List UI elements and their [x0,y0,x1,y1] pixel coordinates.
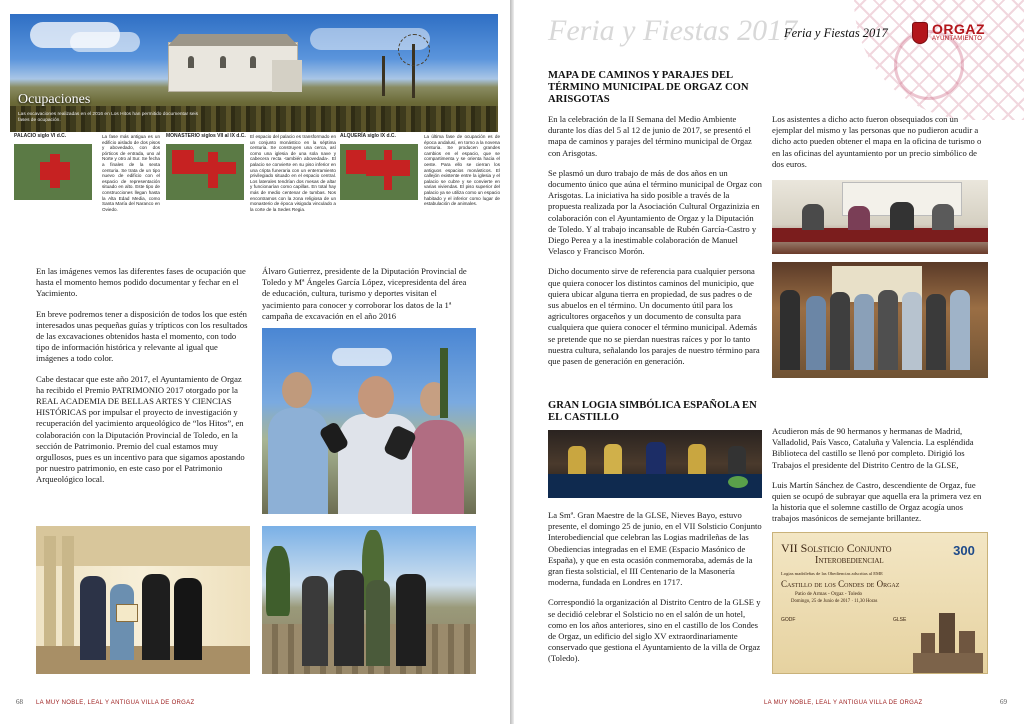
castle-illustration [913,613,983,673]
plan-text-palacio: La fase más antigua es un edificio aislado de dos pisos y abovedado, con dos pórticos de entrada, uno al Norte y otro al Sur. Se fecha a finales de la sexta centuria. Se trata de un tipo nuevo de edificio con el espacio de representación situado en alto. Este tipo de construcciones llegan hasta la Alta Edad Media, como Santa María del Naranco en Oviedo. [102,134,160,212]
paragraph: En las imágenes vemos las diferentes fases de ocupación que hasta el momento hemos podido documentar y fechar en el Yacimiento. [36,266,246,299]
logo-subtitle: AYUNTAMIENTO [932,36,983,42]
logo-name: ORGAZ [932,21,986,37]
logo [912,22,1008,46]
page-number: 69 [1000,698,1007,706]
section-logia-text [548,510,762,674]
header-photo-title: Ocupaciones [18,92,91,107]
poster-line-5: Patio de Armas - Orgaz - Toledo [795,591,863,597]
officials-interview-photo [262,328,476,514]
paragraph: Acudieron más de 90 hermanos y hermanas de Madrid, Valladolid, País Vasco, Cataluña y Valencia. La espléndida Biblioteca del castillo se llenó por completo. Dirigió los Trabajos el presidente del Distrito Centro de la GLSE, [772,426,974,470]
section-mapa-text [548,114,762,376]
plan-label-monasterio: MONASTERIO siglos VII al IX d.C. [166,133,246,139]
paragraph: Se plasmó un duro trabajo de más de dos años en un documento único que aúna el término municipal de Orgaz con Arisgotas. La iniciativa ha sido posible a través de la propuesta realizada por la Asociación Cultural Orgazinizia en colaboración con el Ayuntamiento de Orgaz y la Diputación de Toledo. Y al trabajo incansable de Rubén García-Castro y Diego Perea y a la inestimable colaboración de Manuel Velasco y Francisco Morón. [548,167,762,257]
poster-line-2: Interobediencial [815,555,884,566]
left-column-text [36,266,250,495]
paragraph: La Smª. Gran Maestre de la GLSE, Nieves Bayo, estuvo presente, el domingo 25 de junio, en el VII Solsticio Conjunto Interobediencial que celebran las Logias madrileñas de las Obediencias integradas en el EME (Espacio Masónico de España), y que en esta ocasión conmemoraba, además de la gran fiesta solsticial, el III Centenario de la Masonería moderna, fundada en Londres en 1717. [548,510,762,588]
paragraph: Cabe destacar que este año 2017, el Ayuntamiento de Orgaz ha recibido el Premio PATRIMONIO 2017 otorgado por la REAL ACADEMIA DE BELLAS ARTES Y CIENCIAS HISTÓRICAS por impulsar el proyecto de investigación y recuperación del yacimiento arqueológico de “los Hitos”, en colaboración con la Diputación Provincial de Toledo, en la sección de Patrimonio. Premio del cual estamos muy orgullosos, pues es un incentivo para que sigamos apostando por nuestro patrimonio, en este caso por el Patrimonio Arqueológico local. [36,373,245,485]
section-logia-side-text [772,426,988,534]
paragraph: Dicho documento sirve de referencia para cualquier persona que quiera conocer los distintos caminos del municipio, que quiera ubicar alguna tierra en propiedad, de sus padres o de sus abuelos en el término. Un documento útil para los agricultores orgaceños y un documento de consulta para cualquiera que quiera conocer el término municipal. Además se pretende que no se pierdan nuestras raíces y por lo tanto nuestra cultura, señalando los parajes de nuestro término para que pasen de generación en generación. [548,266,760,367]
paragraph: Correspondió la organización al Distrito Centro de la GLSE y se decidió celebrar el Solsticio no en el salón de un hotel, como en los años anteriores, sino en el castillo de los Condes de Orgaz, un edificio del siglo XV extraordinariamente conservado que gestiona el Ayuntamiento de la villa de Orgaz (Toledo). [548,597,761,664]
plan-image-monasterio [166,144,244,200]
crest-icon [912,22,928,44]
left-page [0,0,510,724]
plan-label-palacio: PALACIO siglo VI d.C. [14,133,67,139]
section-title-logia: GRAN LOGIA SIMBÓLICA ESPAÑOLA EN EL CASTILLO [548,400,757,423]
poster-line-3: Logias madrileñas de las Obediencias adscritas al EME [781,571,883,576]
header-photo-caption: Las excavaciones realizadas en el 2016 en Los Hitos han permitido documentar seis fases de ocupación. [18,112,198,123]
masonic-ceremony-photo [548,430,762,498]
plan-text-monasterio: El espacio del palacio es transformado en un conjunto monástico en la séptima centuria. Se construyen una cerca, así como una iglesia de una sola nave y cabecera recta -también abovedada-. El palacio se convierte en su piso inferior en una cripta funeraria con un enterramiento privilegiado situado en el espacio central. Los laterales tendrían dos mesas de altar y funcionarían como capillas. En total hay más de medio centenar de tumbas. Nos encontramos con la zona religiosa de un monasterio de época visigoda vinculado a la corte de la Sedes Regia. [250,134,336,212]
site-visit-photo [262,526,476,674]
header-title: Feria y Fiestas 2017 [784,26,888,40]
poster-org-1: GODF [781,617,796,623]
poster-badge: 300 [953,543,975,558]
poster-line-1: VII Solsticio Conjunto [781,541,892,555]
award-group-photo [36,526,250,674]
page-number: 68 [16,698,23,706]
paragraph: Luis Martín Sánchez de Castro, descendiente de Orgaz, fue quien se ocupó de subrayar que aquella era la primera vez en la historia que el solemne castillo de Orgaz acogía unos trabajos masónicos de semejante brillantez. [772,479,982,524]
map-presentation-photo [772,180,988,254]
right-page [514,0,1024,724]
paragraph: En breve podremos tener a disposición de todos los que estén interesados unas pequeñas guías y trípticos con los resultados de las excavaciones obtenidos hasta el momento, con todo tipo de información histórica y relevante al igual que imágenes a todo color. [36,308,248,364]
map-group-photo [772,262,988,378]
watermark-title: Feria y Fiestas 2017 [548,14,798,47]
solsticio-poster [772,532,988,674]
plan-image-palacio [14,144,92,200]
section-title-mapa: MAPA DE CAMINOS Y PARAJES DEL TÉRMINO MUNICIPAL DE ORGAZ CON ARISGOTAS [548,70,749,105]
visit-caption: Álvaro Gutierrez, presidente de la Diputación Provincial de Toledo y Mª Ángeles García López, vicepresidenta del área de educación, cultura, turismo y deportes visitan el yacimiento para conocer y corroborar los datos de la 1ª campaña de excavación en el año 2016 [262,266,467,321]
header-landscape-photo [10,14,498,132]
section-mapa-side-text: Los asistentes a dicho acto fueron obsequiados con un ejemplar del mismo y las personas que no pudieron acudir a dicho acto pueden obtener el mapa en la oficina de turismo o en las oficinas del ayuntamiento por un precio simbólico de dos euros. [772,114,982,169]
page-footer: LA MUY NOBLE, LEAL Y ANTIGUA VILLA DE ORGAZ [36,700,195,706]
poster-org-2: GLSE [893,617,907,623]
paragraph: En la celebración de la II Semana del Medio Ambiente durante los días del 5 al 12 de junio de 2017, se presentó el mapa de caminos y parajes del término municipal de Orgaz con Arisgotas. [548,114,752,158]
poster-line-4: Castillo de los Condes de Orgaz [781,579,900,589]
plan-image-alqueria [340,144,418,200]
poster-line-6: Domingo, 25 de Junio de 2017 · 11,30 Horas [791,599,878,604]
plan-text-alqueria: La última fase de ocupación es de época andalusí, en torno a la novena centuria. Se producen grandes cambios en el espacio, que se compartimenta y se orienta hacia el oeste. Para ello se cierran los antiguos espacios monásticos. El callejón existente entre la iglesia y el palacio se cubre y se convierte en varias viviendas. El piso superior del palacio ya se utiliza como un espacio habitado y el inferior como lugar de estabulación de animales. [424,134,500,207]
plan-label-alqueria: ALQUERÍA siglo IX d.C. [340,133,396,139]
page-footer: LA MUY NOBLE, LEAL Y ANTIGUA VILLA DE ORGAZ [764,700,923,706]
